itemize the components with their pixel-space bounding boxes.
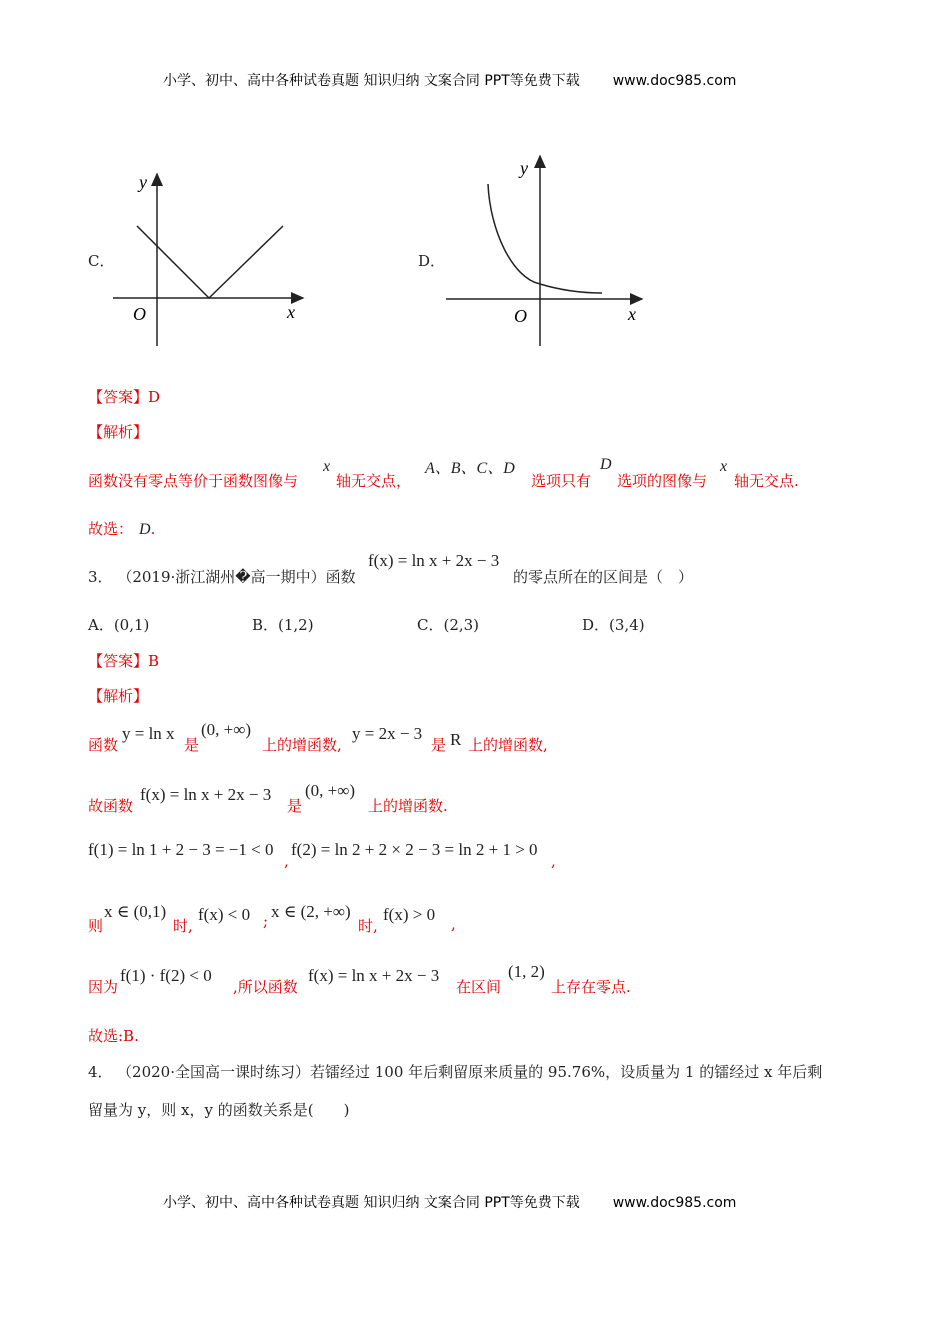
conclusion-label: 故选： [88, 520, 134, 538]
text: , [551, 852, 556, 870]
text: , [451, 915, 456, 933]
math-expr: f(x) < 0 [198, 905, 251, 924]
q4-stem-2: 留量为 y，则 x，y 的函数关系是( ) [88, 1101, 350, 1119]
page-footer [163, 1192, 736, 1212]
text: 故函数 [88, 797, 134, 815]
math-x: x [323, 458, 331, 475]
origin-label: O [514, 306, 527, 326]
conclusion-dot: . [150, 520, 156, 538]
q2-analysis-text-1: 函数没有零点等价于函数图像与 [88, 472, 299, 490]
text: 则 [88, 917, 104, 935]
page-header [163, 70, 736, 90]
y-axis-label: y [520, 158, 528, 178]
math-r: R [450, 730, 462, 749]
q2-analysis-text-3: 选项只有 [531, 472, 592, 490]
text: 时, [173, 917, 193, 935]
decreasing-curve [488, 184, 602, 293]
graph-c [105, 168, 315, 350]
math-expr: f(2) = ln 2 + 2 × 2 − 3 = ln 2 + 1 > 0 [291, 840, 538, 859]
q2-analysis-text-2: 轴无交点， [336, 472, 412, 490]
text: 函数 [88, 736, 119, 754]
q2-conclusion [88, 518, 155, 539]
q3-option-b[interactable]: B．(1,2) [252, 616, 314, 634]
header-text: 小学、初中、高中各种试卷真题 知识归纳 文案合同 PPT等免费下载 [163, 73, 580, 89]
q3-conclusion: 故选:B. [88, 1027, 139, 1045]
q3-function: f(x) = ln x + 2x − 3 [368, 551, 500, 570]
text: ; [263, 912, 269, 930]
q4-stem-1: （2020·全国高一课时练习）若镭经过 100 年后剩留原来质量的 95.76%，设质量为 1 的镭经过 x 年后剩 [124, 1063, 823, 1081]
math-x2: x [720, 458, 728, 475]
text: 时, [358, 917, 378, 935]
math-d: D [600, 456, 612, 473]
v-shaped-graph [137, 226, 283, 298]
q4-number: 4． [88, 1063, 113, 1081]
conclusion-value: D [139, 521, 151, 538]
text: 在区间 [456, 978, 502, 996]
q3-stem-end: 的零点所在的区间是（ ） [513, 568, 694, 586]
y-axis-label: y [139, 172, 147, 192]
math-expr: y = ln x [122, 724, 175, 743]
math-expr: f(x) = ln x + 2x − 3 [308, 966, 440, 985]
graph-d [440, 150, 650, 350]
math-expr: x ∈ (0,1) [104, 902, 167, 921]
math-interval: (1, 2) [508, 962, 545, 981]
q2-analysis-text-4: 选项的图像与 [617, 472, 708, 490]
text: 上存在零点. [551, 978, 631, 996]
text: 上的增函数. [368, 797, 448, 815]
text: 是 [287, 797, 303, 815]
header-site[interactable]: www.doc985.com [612, 73, 737, 89]
q3-source: （2019·浙江湖州�高一期中）函数 [117, 568, 356, 586]
x-axis-label: x [287, 302, 295, 322]
math-interval: (0, +∞) [305, 781, 356, 800]
math-expr: y = 2x − 3 [352, 724, 423, 743]
q4-line-1 [88, 1061, 822, 1082]
q3-option-d[interactable]: D．(3,4) [582, 616, 645, 634]
origin-label: O [133, 304, 146, 324]
q3-option-c[interactable]: C．(2,3) [417, 616, 480, 634]
option-d-label: D． [418, 252, 446, 270]
math-expr: x ∈ (2, +∞) [271, 902, 351, 921]
q3-analysis-label: 【解析】 [88, 687, 149, 705]
footer-text: 小学、初中、高中各种试卷真题 知识归纳 文案合同 PPT等免费下载 [163, 1195, 580, 1211]
q2-answer: 【答案】D [88, 388, 161, 406]
text: ,所以函数 [233, 978, 298, 996]
math-expr: f(x) = ln x + 2x − 3 [140, 785, 272, 804]
q3-number: 3． [88, 568, 113, 586]
math-expr: f(1) = ln 1 + 2 − 3 = −1 < 0 [88, 840, 274, 859]
text: 是 [431, 736, 447, 754]
q3-stem [88, 566, 356, 587]
x-axis-label: x [628, 304, 636, 324]
math-interval: (0, +∞) [201, 720, 252, 739]
text: 上的增函数, [468, 736, 548, 754]
math-expr: f(1) · f(2) < 0 [120, 966, 212, 985]
text: 上的增函数, [262, 736, 342, 754]
math-expr: f(x) > 0 [383, 905, 436, 924]
text: 是 [184, 736, 200, 754]
q2-analysis-label: 【解析】 [88, 423, 149, 441]
text: 因为 [88, 978, 119, 996]
footer-site[interactable]: www.doc985.com [612, 1195, 737, 1211]
q3-option-a[interactable]: A．(0,1) [88, 616, 150, 634]
q3-answer: 【答案】B [88, 652, 160, 670]
q2-analysis-text-5: 轴无交点. [734, 472, 799, 490]
option-c-label: C． [88, 252, 115, 270]
math-abcd: A、B、C、D [425, 460, 515, 477]
text: , [284, 852, 289, 870]
